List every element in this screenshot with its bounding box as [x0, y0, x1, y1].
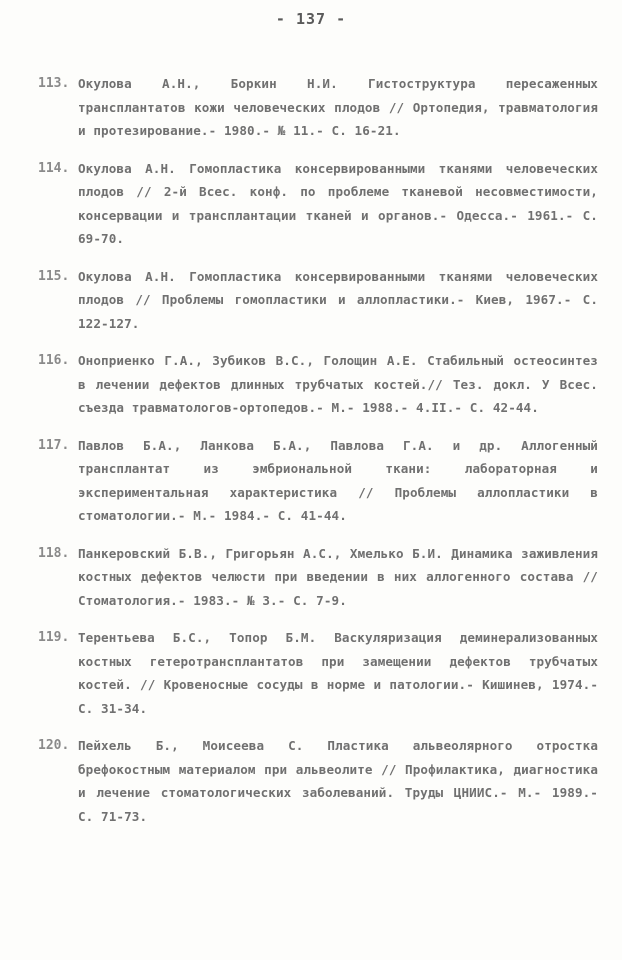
reference-item	[38, 157, 598, 251]
reference-item	[38, 434, 598, 528]
reference-text: Панкеровский Б.В., Григорьян А.С., Хмелько Б.И. Динамика заживления костных дефектов челюсти при введении в них аллогенного состава // Стоматология.- 1983.- № 3.- С. 7-9.	[78, 545, 598, 608]
reference-text: Пейхель Б., Моисеева С. Пластика альвеолярного отростка брефокостным материалом при альвеолите // Профилактика, диагностика и лечение стоматологических заболеваний. Труды ЦНИИС.- М.- 1989.- С. 71-73.	[78, 738, 598, 824]
reference-number: 120.	[38, 738, 70, 753]
reference-text: Терентьева Б.С., Топор Б.М. Васкуляризация деминерализованных костных гетеротрансплантатов при замещении дефектов трубчатых костей. // Кровеносные сосуды в норме и патологии.- Кишинев, 1974.- С. 31-34.	[78, 630, 598, 716]
reference-number: 116.	[38, 353, 70, 368]
reference-item	[38, 626, 598, 720]
reference-number: 113.	[38, 76, 70, 91]
reference-text: Оноприенко Г.А., Зубиков В.С., Голощин А.Е. Стабильный остеосинтез в лечении дефектов длинных трубчатых костей.// Тез. докл. У Всес. съезда травматологов-ортопедов.- М.- 1988.- 4.II.- С. 42-44.	[78, 353, 598, 415]
reference-item	[38, 349, 598, 420]
reference-text: Окулова А.Н. Гомопластика консервированными тканями человеческих плодов // Проблемы гомопластики и аллопластики.- Киев, 1967.- С. 122-127.	[78, 268, 598, 331]
reference-number: 117.	[38, 437, 70, 453]
reference-item	[38, 72, 598, 143]
reference-text: Окулова А.Н. Гомопластика консервированными тканями человеческих плодов // 2-й Всес. конф. по проблеме тканевой несовместимости, консервации и трансплантации тканей и органов.- Одесса.- 1961.- С. 69-70.	[78, 160, 598, 246]
reference-text: Павлов Б.А., Ланкова Б.А., Павлова Г.А. и др. Аллогенный трансплантат из эмбриональной ткани: лабораторная и экспериментальная характеристика // Проблемы аллопластики в стоматологии.- М.- 1984.- С. 41-44.	[78, 437, 598, 523]
reference-number: 118.	[38, 545, 70, 561]
reference-text: Окулова А.Н., Боркин Н.И. Гистоструктура пересаженных трансплантатов кожи человеческих плодов // Ортопедия, травматология и протезирование.- 1980.- № 11.- С. 16-21.	[78, 76, 598, 138]
reference-item	[38, 265, 598, 336]
reference-item	[38, 734, 598, 828]
reference-item	[38, 542, 598, 613]
reference-number: 115.	[38, 268, 70, 284]
reference-number: 114.	[38, 160, 70, 176]
page-number: - 137 -	[275, 10, 347, 28]
reference-list	[38, 72, 598, 842]
reference-number: 119.	[38, 630, 70, 645]
